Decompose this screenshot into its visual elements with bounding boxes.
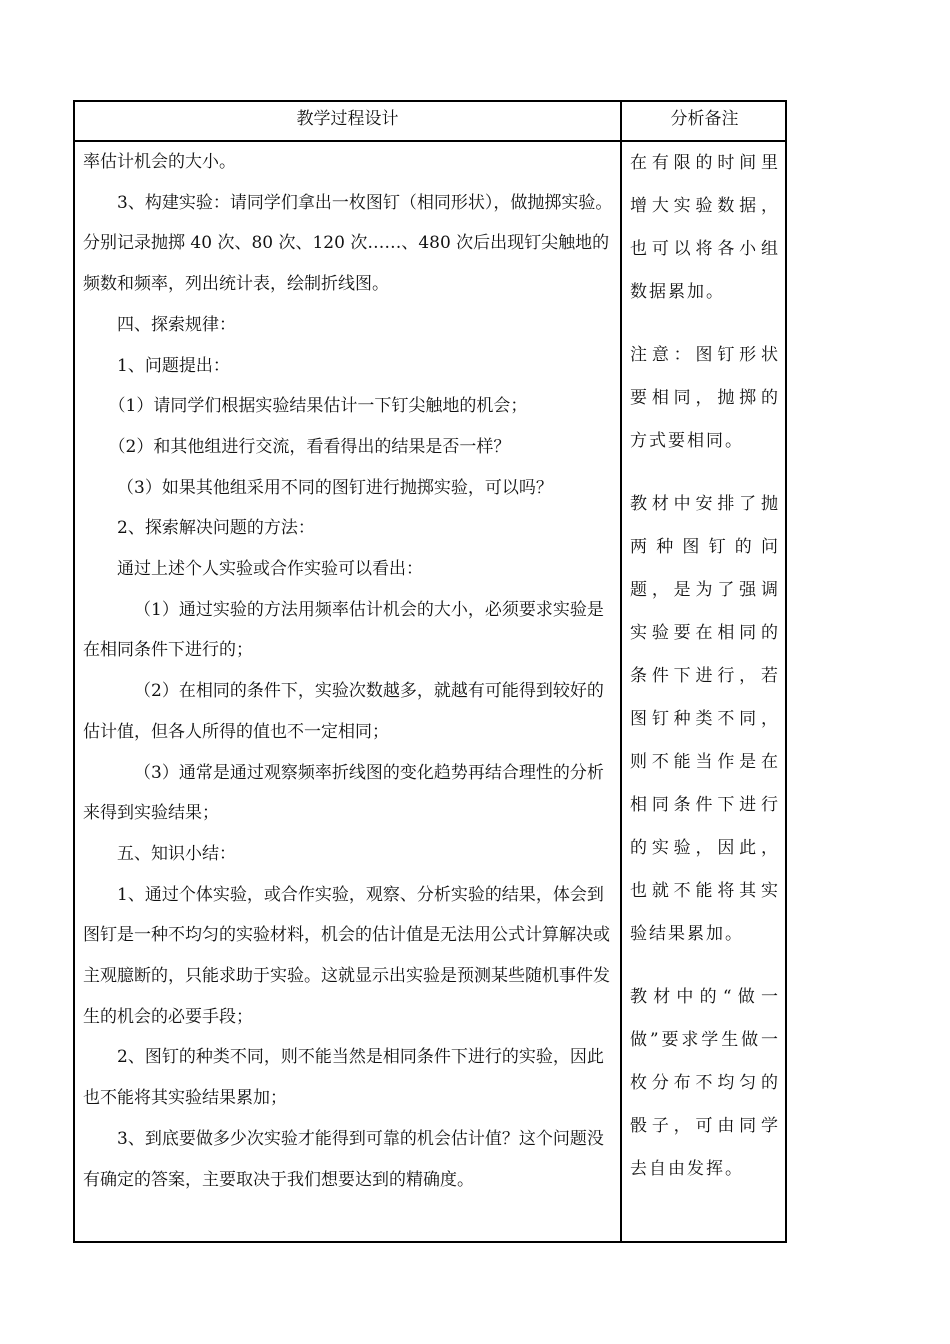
paragraph: （3）如果其他组采用不同的图钉进行抛掷实验，可以吗？ bbox=[117, 477, 553, 498]
header-teaching-process: 教学过程设计 bbox=[296, 109, 399, 129]
paragraph: 2、图钉的种类不同，则不能当然是相同条件下进行的实验，因此也不能将其实验结果累加； bbox=[83, 1047, 604, 1109]
paragraph: （2）在相同的条件下，实验次数越多，就越有可能得到较好的估计值，但各人所得的值也不一定相同； bbox=[83, 681, 604, 742]
subsection-heading: 1、问题提出： bbox=[117, 355, 230, 376]
column-divider bbox=[620, 102, 622, 1241]
paragraph: （3）通常是通过观察频率折线图的变化趋势再结合理性的分析来得到实验结果； bbox=[83, 762, 604, 824]
paragraph: 1、通过个体实验，或合作实验，观察、分析实验的结果，体会到图钉是一种不均匀的实验材料，机会的估计值是无法用公式计算解决或主观臆断的，只能求助于实验。这就显示出实验是预测某些随机事件发生的机会的必要手段； bbox=[83, 884, 610, 1027]
note: 注意：图钉形状要相同，抛掷的方式要相同。 bbox=[630, 345, 780, 451]
note: 教材中安排了抛两种图钉的问题，是为了强调实验要在相同的条件下进行，若图钉种类不同，则不能当作是在相同条件下进行的实验，因此，也就不能将其实验结果累加。 bbox=[630, 494, 780, 944]
note: 教材中的“做一做”要求学生做一枚分布不均匀的骰子，可由同学去自由发挥。 bbox=[630, 987, 780, 1179]
note: 在有限的时间里增大实验数据，也可以将各小组数据累加。 bbox=[630, 153, 780, 302]
teaching-process-content bbox=[83, 142, 613, 1200]
paragraph: 3、到底要做多少次实验才能得到可靠的机会估计值？这个问题没有确定的答案，主要取决于我们想要达到的精确度。 bbox=[83, 1128, 604, 1190]
lesson-table bbox=[73, 100, 787, 1243]
subsection-heading: 2、探索解决问题的方法： bbox=[117, 518, 315, 539]
analysis-notes-content bbox=[630, 142, 780, 1191]
section-heading: 五、知识小结： bbox=[117, 843, 236, 864]
paragraph: （2）和其他组进行交流，看看得出的结果是否一样？ bbox=[108, 436, 511, 457]
paragraph: 率估计机会的大小。 bbox=[83, 152, 236, 172]
header-analysis-notes: 分析备注 bbox=[670, 109, 739, 129]
paragraph: 通过上述个人实验或合作实验可以看出： bbox=[117, 559, 423, 580]
paragraph: （1）请同学们根据实验结果估计一下钉尖触地的机会； bbox=[108, 396, 528, 417]
section-heading: 四、探索规律： bbox=[117, 314, 236, 335]
paragraph: （1）通过实验的方法用频率估计机会的大小，必须要求实验是在相同条件下进行的； bbox=[83, 599, 604, 661]
paragraph: 3、构建实验：请同学们拿出一枚图钉（相同形状），做抛掷实验。分别记录抛掷 40 次、80 次、120 次……、480 次后出现钉尖触地的频数和频率，列出统计表，绘制折线图。 bbox=[83, 192, 613, 295]
